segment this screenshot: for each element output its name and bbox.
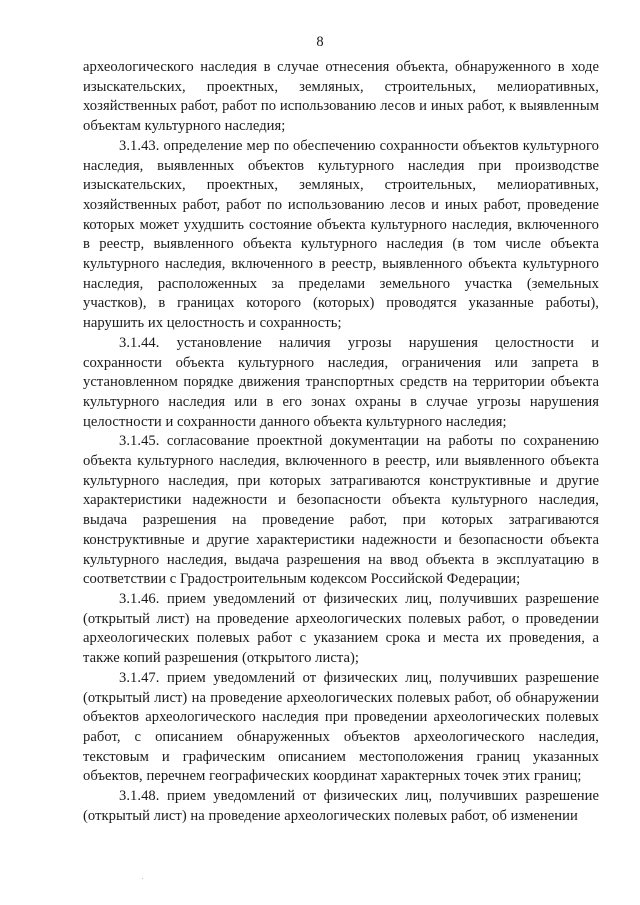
scan-speck xyxy=(142,878,143,879)
paragraph-3-1-48: 3.1.48. прием уведомлений от физических лиц, получивших разрешение (открытый лист) на проведение археологических полевых работ, об изменении xyxy=(83,788,599,824)
paragraph-3-1-44: 3.1.44. установление наличия угрозы нарушения целостности и сохранности объекта культурного наследия, ограничения или запрета в установленном порядке движения транспортных средств на территории объекта культурного наследия или в его зонах охраны в случае угрозы нарушения целостности и сохранности данного объекта культурного наследия; xyxy=(83,334,599,430)
paragraph-3-1-45: 3.1.45. согласование проектной документации на работы по сохранению объекта культурного наследия, включенного в реестр, или выявленного объекта культурного наследия, при которых затрагиваются конструктивные и другие характеристики надежности и безопасности объекта культурного наследия, выдача разрешения на проведение работ, при которых затрагиваются конструктивные и другие характеристики надежности и безопасности объекта культурного наследия, выдача разрешения на ввод объекта в эксплуатацию в соответствии с Градостроительным кодексом Российской Федерации; xyxy=(83,433,599,588)
page-number: 8 xyxy=(316,34,324,50)
document-body xyxy=(83,58,599,826)
paragraph-continuation: археологического наследия в случае отнесения объекта, обнаруженного в ходе изыскательских, проектных, земляных, строительных, мелиоративных, хозяйственных работ, работ по использованию лесов и иных работ, к выявленным объектам культурного наследия; xyxy=(83,59,599,135)
paragraph-3-1-47: 3.1.47. прием уведомлений от физических лиц, получивших разрешение (открытый лист) на проведение археологических полевых работ, об обнаружении объектов археологического наследия при проведении археологических полевых работ, с описанием обнаруженных объектов археологического наследия, текстовым и графическим описанием местоположения границ указанных объектов, перечнем географических координат характерных точек этих границ; xyxy=(83,669,599,785)
paragraph-3-1-46: 3.1.46. прием уведомлений от физических лиц, получивших разрешение (открытый лист) на проведение археологических полевых работ, о проведении археологических полевых работ с указанием срока и места их проведения, а также копий разрешения (открытого листа); xyxy=(83,590,599,667)
paragraph-3-1-43: 3.1.43. определение мер по обеспечению сохранности объектов культурного наследия, выявленных объектов культурного наследия при производстве изыскательских, проектных, земляных, строительных, мелиоративных, хозяйственных работ, работ по использованию лесов и иных работ, проведение которых может ухудшить состояние объекта культурного наследия, включенного в реестр, выявленного объекта культурного наследия (в том числе объекта культурного наследия, включенного в реестр, выявленного объекта культурного наследия, расположенных за пределами земельного участка (земельных участков), в границах которого (которых) проводятся указанные работы), нарушить их целостность и сохранность; xyxy=(83,137,599,332)
